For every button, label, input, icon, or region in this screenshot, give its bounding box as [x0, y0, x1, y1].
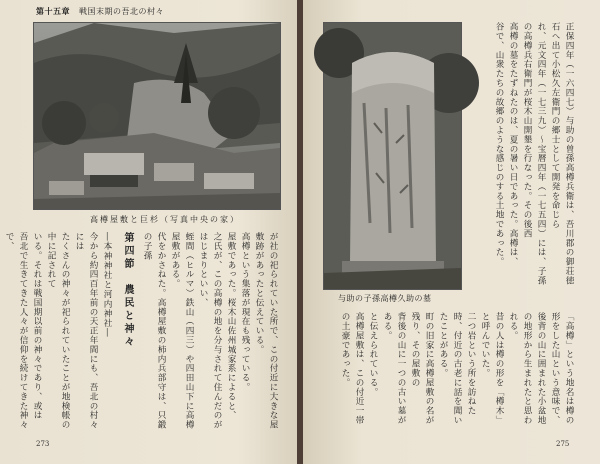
gravestone-photo-image — [324, 23, 461, 289]
body-paragraph: 昔の人は樽の形を「樽木」と呼んでいた。 — [480, 312, 504, 425]
body-paragraph: 「高樽」という地名は樽の形をした山という意味で、 — [550, 312, 574, 425]
page-number-left: 273 — [36, 440, 50, 448]
header-chapter: 第十五章 — [36, 6, 70, 16]
section-paragraph: たくさんの神々が祀られていたことが地検帳の中に記されて — [46, 232, 70, 430]
section-paragraph: 今から約四百年前の天正年間にも、吾北の村々には — [74, 232, 98, 430]
body-paragraph: が社の祀られていた所で、この付近に大きな屋敷跡があったと伝えている。 — [254, 232, 278, 430]
left-body-text — [4, 232, 280, 434]
body-paragraph: 二つ岩という所を訪ねた時、付近の古老に話を聞いたことがある。 — [438, 312, 476, 425]
running-header — [36, 6, 164, 17]
photo-caption-left: 高樽屋敷と巨杉（写真中央の家） — [90, 215, 240, 224]
right-body-text-bottom — [318, 312, 576, 434]
header-title: 戦国末期の吾北の村々 — [79, 7, 165, 16]
gravestone-photo — [323, 22, 462, 290]
village-photo — [33, 22, 281, 210]
section-paragraph: いる。それは戦国期以前の神々であり、或は — [32, 232, 42, 420]
section-subtitle: ―本神神社と河内神社― — [102, 232, 112, 338]
body-paragraph: 高樽という集落が現在も残っている。 — [240, 232, 250, 392]
section-paragraph: 吾北で生きてきた人々が信仰を続けてきた神々で、 — [4, 232, 28, 430]
body-paragraph: れ、元文四年（一七三九）〜宝暦四年（一七五四）には、子孫の高樽兵右衛門が桜木山開墾を行なった。その後西 — [522, 22, 546, 286]
body-paragraph: 高樽屋敷は、この付近一帯の土豪であった。 — [340, 312, 364, 425]
body-paragraph: 代をかさねた。高樽屋敷の柿内兵部守は、只鍛の子孫 — [142, 232, 166, 430]
section-paragraph — [0, 232, 2, 434]
body-paragraph: 後背の山に囲まれた小盆地の地形から生まれたと思われる。 — [508, 312, 546, 425]
body-paragraph: 谷で、山衆たちの故郷のような感じのする土地であった。 — [494, 22, 504, 267]
body-paragraph: と伝えられている。 — [368, 312, 378, 397]
photo-caption-right: 与助の子孫高樽久助の墓 — [338, 294, 432, 303]
section-title: 第四節 農民と神々 — [122, 232, 133, 349]
village-photo-image — [34, 23, 280, 209]
body-paragraph: 高樽の墓をたずねたのは、夏の暑い日であった。高樽は、 — [508, 22, 518, 267]
body-paragraph: 背後の山に一つの古い墓がある。 — [382, 312, 406, 425]
body-paragraph: 正保四年（一六四七）与助の曽孫高樽兵衛は、吾川郡の御荘徳石へ出て小松久左衛門の郷士として開発を命じら — [550, 22, 574, 286]
body-paragraph: 屋敷であった。桜木山佐州城家系によると、 — [226, 232, 236, 420]
right-body-text-top — [468, 22, 576, 292]
left-page — [0, 0, 297, 464]
body-paragraph: 蛭間（ヒルマ）鉄山（四三）や四田山下に高樽屋敷がある。 — [170, 232, 194, 430]
body-paragraph: 之氏が、この高樽の地を分与されて住んだのがはじまりといい、 — [198, 232, 222, 430]
body-paragraph: 町の旧家に高樽屋敷の名が残り、その屋敷の — [410, 312, 434, 425]
page-number-right: 275 — [556, 440, 570, 448]
